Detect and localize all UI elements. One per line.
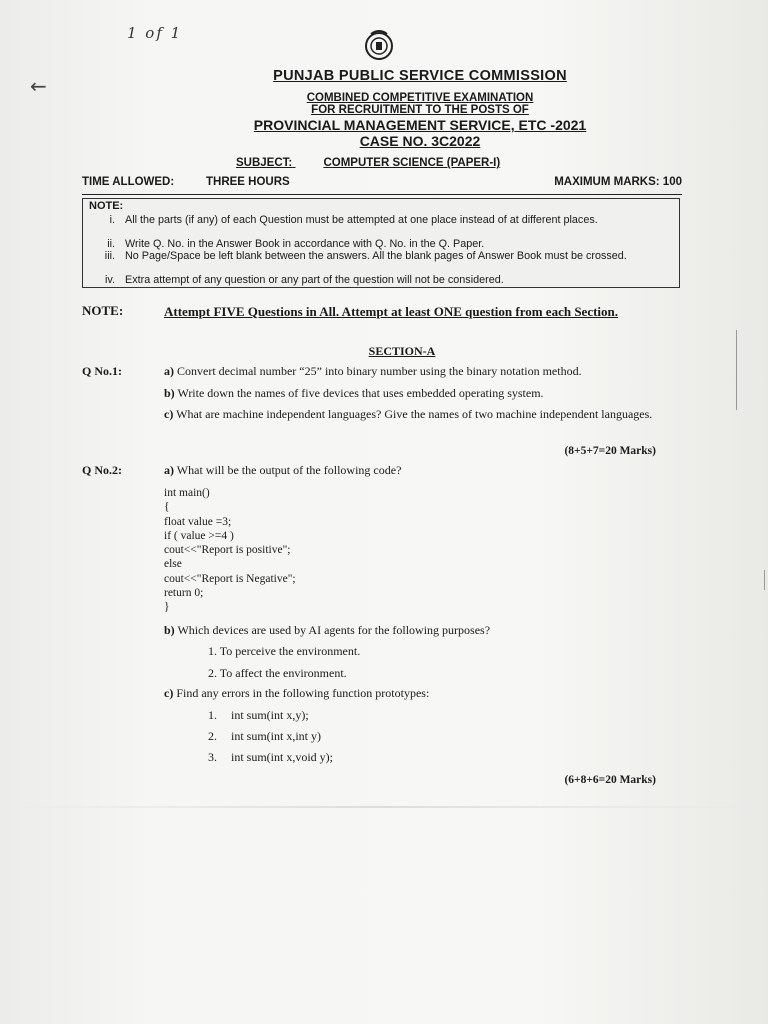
part-text: Write down the names of five devices that uses embedded operating system. [177, 386, 544, 400]
prototype-item [208, 729, 321, 744]
exam-title: COMBINED COMPETITIVE EXAMINATION [306, 92, 534, 104]
code-line: { [164, 501, 170, 514]
general-note-text: Attempt FIVE Questions in All. Attempt at least ONE question from each Section. [164, 304, 619, 319]
question-2b [164, 623, 684, 638]
part-prefix: c) [164, 407, 174, 421]
instruction-text: No Page/Space be left blank between the answers. All the blank pages of Answer Book must be crossed. [125, 250, 627, 262]
prototype-number: 1. [208, 708, 217, 722]
service-title: PROVINCIAL MANAGEMENT SERVICE, ETC -2021 [253, 117, 587, 133]
commission-title: PUNJAB PUBLIC SERVICE COMMISSION [273, 68, 567, 84]
time-marks-row [82, 176, 682, 195]
code-line: cout<<"Report is Negative"; [164, 572, 296, 585]
punch-hole-mark: ← [30, 74, 47, 98]
instructions-box [82, 198, 680, 288]
recruitment-line: FOR RECRUITMENT TO THE POSTS OF [311, 104, 529, 116]
part-prefix: c) [164, 686, 174, 700]
instruction-number: i. [109, 214, 115, 226]
code-line: } [164, 601, 170, 614]
scan-edge-line [736, 330, 737, 410]
question-2-label: Q No.2: [82, 463, 122, 477]
time-allowed-label: TIME ALLOWED: [82, 176, 175, 188]
question-1-marks: (8+5+7=20 Marks) [564, 445, 656, 457]
prototype-item [208, 708, 309, 723]
part-text: What will be the output of the following code? [176, 463, 402, 477]
part-text: Find any errors in the following function prototypes: [176, 686, 430, 700]
code-line: cout<<"Report is positive"; [164, 544, 291, 557]
instructions-title: NOTE: [89, 200, 124, 212]
subject-value: COMPUTER SCIENCE (PAPER-I) [323, 157, 501, 169]
code-line: if ( value >=4 ) [164, 529, 234, 542]
ppsc-seal-icon [362, 28, 396, 62]
question-1-label: Q No.1: [82, 364, 122, 378]
prototype-number: 2. [208, 729, 217, 743]
prototype-number: 3. [208, 750, 217, 764]
part-prefix: a) [164, 463, 174, 477]
part-text: Convert decimal number “25” into binary number using the binary notation method. [177, 364, 582, 378]
code-line: float value =3; [164, 515, 232, 528]
question-1a [164, 364, 684, 379]
question-2c [164, 686, 684, 701]
instruction-text: Write Q. No. in the Answer Book in accordance with Q. No. in the Q. Paper. [125, 238, 485, 250]
prototype-text: int sum(int x,int y) [231, 729, 321, 743]
subject-label: SUBJECT: [236, 157, 293, 169]
question-2-marks: (6+8+6=20 Marks) [564, 774, 656, 786]
part-text: Which devices are used by AI agents for the following purposes? [177, 623, 491, 637]
instruction-number: ii. [107, 238, 115, 250]
maximum-marks: MAXIMUM MARKS: 100 [554, 176, 682, 188]
section-heading: SECTION-A [368, 344, 436, 358]
question-1b [164, 386, 684, 401]
prototype-text: int sum(int x,void y); [231, 750, 333, 764]
code-block [164, 486, 296, 615]
question-2a [164, 463, 684, 478]
question-2b-item: 2. To affect the environment. [208, 666, 347, 680]
prototype-item [208, 750, 333, 765]
code-line: int main() [164, 487, 210, 499]
prototype-text: int sum(int x,y); [231, 708, 309, 722]
part-prefix: b) [164, 623, 175, 637]
part-prefix: b) [164, 386, 175, 400]
subject-row [236, 157, 500, 169]
instruction-number: iii. [104, 250, 115, 262]
time-allowed-value: THREE HOURS [206, 176, 290, 188]
general-note-label: NOTE: [82, 303, 124, 318]
instruction-text: Extra attempt of any question or any part of the question will not be considered. [125, 274, 504, 286]
question-1c [164, 408, 684, 421]
scan-edge-line [764, 570, 765, 590]
code-line: return 0; [164, 587, 204, 600]
instruction-number: iv. [105, 274, 115, 286]
paper-fold-line [0, 806, 768, 808]
part-prefix: a) [164, 364, 174, 378]
instruction-text: All the parts (if any) of each Question must be attempted at one place instead of at different places. [125, 214, 598, 226]
handwritten-page-note: 1 of 1 [127, 24, 183, 42]
question-2b-item: 1. To perceive the environment. [208, 644, 361, 658]
case-number: CASE NO. 3C2022 [359, 133, 481, 149]
part-text: What are machine independent languages? Give the names of two machine independent languages. [176, 407, 653, 421]
code-line: else [164, 558, 182, 571]
